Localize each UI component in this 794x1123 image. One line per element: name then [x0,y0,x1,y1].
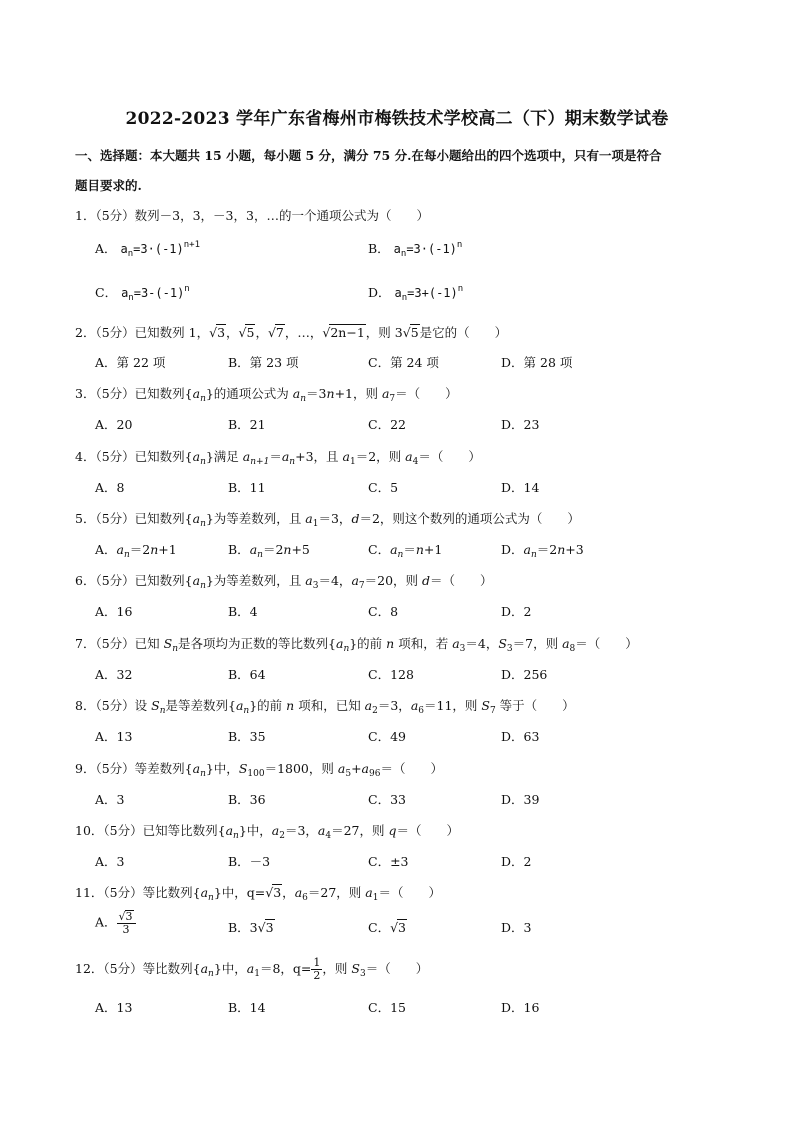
question-5-stem: 5．（5分）已知数列$\{a_n\}$为等差数列，且 $a_1=3$，d＝2，则这个数列的通项公式为（ ） [75,511,580,529]
page-title: 2022-2023 学年广东省梅州市梅铁技术学校高二（下）期末数学试卷 [125,109,669,129]
question-2-option-c: C．第 24 项 [368,355,439,370]
question-6-option-d: D．2 [501,604,532,619]
question-7-option-b: B．64 [228,667,266,682]
question-9-option-b: B．36 [228,792,266,807]
question-4-option-c: C．5 [368,480,399,495]
question-5-option-d: D．$a_n=2n+3$ [501,542,584,560]
question-11-option-c: C．√3 [368,920,406,935]
question-7-stem: 7．（5分）已知 $S_n$是各项均为正数的等比数列$\{a_n\}$的前 n 项和，若 $a_3=4$，$S_3=7$，则 $a_8=$（ ） [75,636,638,654]
question-5-option-b: B．$a_n=2n+5$ [228,542,310,560]
question-2-option-b: B．第 23 项 [228,355,299,370]
question-2-stem: 2．（5分）已知数列 1，√3，√5，√7，…，√2n−1，则 3√5是它的（ ） [75,325,508,340]
question-12-option-c: C．15 [368,1000,406,1015]
question-4-option-a: A．8 [95,480,125,495]
question-11-option-d: D．3 [501,920,532,935]
question-8-option-d: D．63 [501,729,540,744]
question-12-option-a: A．13 [95,1000,133,1015]
question-4-option-b: B．11 [228,480,266,495]
question-10-stem: 10．（5分）已知等比数列$\{a_n\}$中，$a_2=3$，$a_4=27$，则 q＝（ ） [75,823,460,841]
question-9-stem: 9．（5分）等差数列$\{a_n\}$中，$S_{100}=1800$，则 $a_5+a_{96}=$（ ） [75,761,443,779]
question-2-option-d: D．第 28 项 [501,355,573,370]
question-12-option-b: B．14 [228,1000,266,1015]
question-3-option-b: B．21 [228,417,266,432]
question-3-stem: 3．（5分）已知数列$\{a_n\}$的通项公式为 $a_n=3n+1$，则 $a_7=$（ ） [75,386,458,404]
question-11-option-a: A． $\frac{√3}{3}$ [95,910,136,936]
question-7-option-c: C．128 [368,667,414,682]
question-9-option-c: C．33 [368,792,406,807]
question-6-option-a: A．16 [95,604,133,619]
question-9-option-d: D．39 [501,792,540,807]
question-3-option-d: D．23 [501,417,540,432]
question-10-option-a: A．3 [95,854,125,869]
question-1-option-d: D． $a_n=3+(-1)^n$ [368,284,464,303]
question-6-stem: 6．（5分）已知数列$\{a_n\}$为等差数列，且 $a_3=4$，$a_7=20$，则 d＝（ ） [75,573,493,591]
section-heading-line2: 题目要求的. [75,178,142,193]
question-1-option-b: B． $a_n=3\cdot(-1)^n$ [368,240,463,259]
question-8-stem: 8．（5分）设 $S_n$是等差数列$\{a_n\}$的前 n 项和，已知 $a_2=3$，$a_6=11$，则 $S_7$ 等于（ ） [75,698,575,716]
question-10-option-d: D．2 [501,854,532,869]
question-1-option-c: C． $a_n=3-(-1)^n$ [95,284,190,303]
question-11-option-b: B．3√3 [228,920,274,935]
question-9-option-a: A．3 [95,792,125,807]
question-5-option-a: A．$a_n=2n+1$ [95,542,177,560]
question-6-option-b: B．4 [228,604,258,619]
question-12-stem: 12．（5分）等比数列$\{a_n\}$中，$a_1=8$，q= $\frac{1}{2}$ ，则 $S_3=$（ ） [75,956,429,982]
question-1-option-a: A． $a_n=3\cdot(-1)^{n+1}$ [95,240,201,259]
question-10-option-b: B．－3 [228,854,271,869]
question-5-option-c: C．$a_n=n+1$ [368,542,443,560]
question-1-stem: 1．（5分）数列－3，3，－3，3，…的一个通项公式为（ ） [75,208,429,223]
question-8-option-a: A．13 [95,729,133,744]
question-4-option-d: D．14 [501,480,540,495]
question-3-option-a: A．20 [95,417,133,432]
question-3-option-c: C．22 [368,417,406,432]
question-11-stem: 11．（5分）等比数列$\{a_n\}$中，q=√3，$a_6=27$，则 $a_1=$（ ） [75,885,441,903]
question-8-option-c: C．49 [368,729,406,744]
question-8-option-b: B．35 [228,729,266,744]
question-6-option-c: C．8 [368,604,399,619]
question-4-stem: 4．（5分）已知数列$\{a_n\}$满足 $a_{n+1}=a_n+3$，且 $a_1=2$，则 $a_4=$（ ） [75,449,481,467]
question-12-option-d: D．16 [501,1000,540,1015]
question-7-option-a: A．32 [95,667,133,682]
section-heading-line1: 一、选择题：本大题共 15 小题，每小题 5 分，满分 75 分.在每小题给出的四个选项中，只有一项是符合 [75,148,662,163]
question-10-option-c: C．±3 [368,854,409,869]
question-2-option-a: A．第 22 项 [95,355,166,370]
question-7-option-d: D．256 [501,667,548,682]
